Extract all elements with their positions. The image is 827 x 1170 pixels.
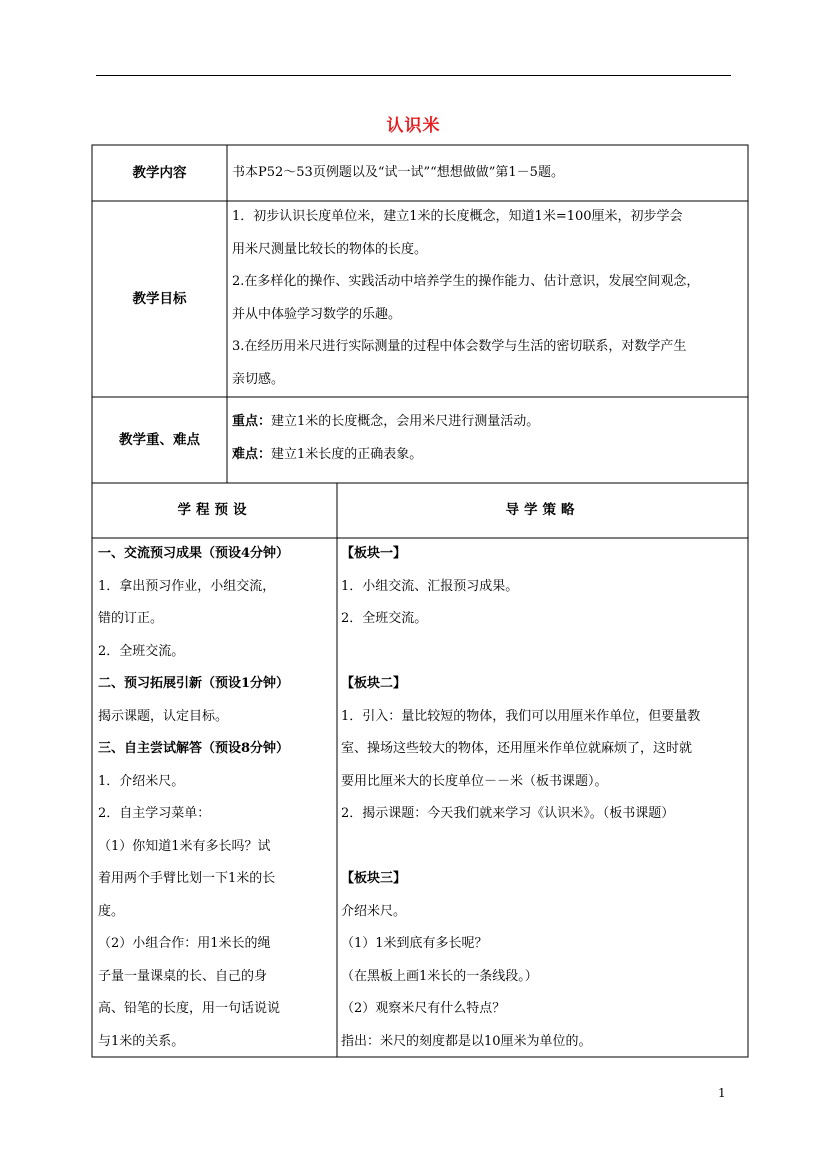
strategy-column: [341, 538, 700, 1058]
strategy-line: （在黑板上画1米长的一条线段。）: [341, 968, 538, 984]
difficult-point-text: 建立1米长度的正确表象。: [271, 446, 423, 462]
key-point-text: 建立1米的长度概念，会用米尺进行测量活动。: [271, 414, 540, 429]
strategy-line: 1．引入：量比较短的物体，我们可以用厘米作单位，但要量教: [341, 708, 701, 724]
document-title: 认识米: [386, 116, 441, 136]
strategy-line: 室、操场这些较大的物体，还用厘米作单位就麻烦了，这时就: [341, 741, 693, 756]
strategy-line: 要用比厘米大的长度单位－－米（板书课题）。: [341, 773, 608, 789]
plan-line: 错的订正。: [98, 611, 164, 626]
label-goals: 教学目标: [132, 290, 187, 307]
goal-line: 用米尺测量比较长的物体的长度。: [232, 241, 428, 257]
goal-line: 2.在多样化的操作、实践活动中培养学生的操作能力、估计意识，发展空间观念，: [232, 274, 700, 289]
strategy-line: 【板块三】: [341, 871, 407, 886]
content-text: 书本P52～53页例题以及“试一试”“想想做做”第1－5题。: [232, 165, 564, 180]
strategy-line: 2．全班交流。: [341, 611, 428, 626]
strategy-line: （2）观察米尺有什么特点？: [341, 1001, 506, 1016]
page-number: 1: [718, 1086, 726, 1100]
strategy-line: 2．揭示课题：今天我们就来学习《认识米》。（板书课题）: [341, 806, 675, 821]
plan-line: 与1米的关系。: [98, 1033, 185, 1049]
plan-line: 子量一量课桌的长、自己的身: [98, 968, 268, 984]
strategy-line: 1．小组交流、汇报预习成果。: [341, 578, 519, 594]
goal-line: 并从中体验学习数学的乐趣。: [232, 306, 402, 322]
plan-line: 度。: [98, 903, 125, 919]
header-plan: 学程预设: [177, 502, 252, 518]
goal-line: 亲切感。: [232, 371, 285, 387]
plan-line: （2）小组合作：用1米长的绳: [98, 936, 271, 951]
key-point-line: [232, 406, 539, 439]
strategy-line: [341, 636, 700, 669]
goal-line: 3.在经历用米尺进行实际测量的过程中体会数学与生活的密切联系，对数学产生: [232, 339, 687, 354]
keypoints-text: [232, 406, 539, 471]
goal-line: 1．初步认识长度单位米，建立1米的长度概念，知道1米=100厘米，初步学会: [232, 209, 683, 224]
difficult-point-line: [232, 439, 539, 472]
label-content: 教学内容: [132, 164, 187, 181]
goals-text: [232, 201, 746, 396]
strategy-line: [341, 831, 700, 864]
difficult-point-label: 难点：: [232, 446, 272, 462]
strategy-line: 【板块一】: [341, 546, 407, 561]
plan-line: 一、交流预习成果（预设4分钟）: [98, 546, 290, 561]
plan-line: 着用两个手臂比划一下1米的长: [98, 871, 276, 886]
strategy-line: （1）1米到底有多长呢？: [341, 936, 488, 951]
label-keypoints: 教学重、难点: [119, 431, 200, 448]
header-strategy: 导学策略: [505, 502, 580, 518]
plan-line: 2．自主学习菜单：: [98, 806, 211, 821]
plan-line: 高、铅笔的长度，用一句话说说: [98, 1001, 281, 1016]
strategy-line: 指出：米尺的刻度都是以10厘米为单位的。: [341, 1033, 592, 1049]
strategy-line: 介绍米尺。: [341, 903, 407, 919]
plan-line: 1．介绍米尺。: [98, 773, 185, 789]
key-point-label: 重点：: [232, 414, 272, 429]
plan-line: 二、预习拓展引新（预设1分钟）: [98, 676, 290, 691]
plan-line: 2．全班交流。: [98, 643, 185, 659]
strategy-line: 【板块二】: [341, 676, 407, 691]
plan-column: [98, 538, 289, 1058]
plan-line: 三、自主尝试解答（预设8分钟）: [98, 741, 290, 756]
plan-line: 揭示课题，认定目标。: [98, 708, 229, 724]
plan-line: 1．拿出预习作业，小组交流，: [98, 578, 276, 594]
plan-line: （1）你知道1米有多长吗？试: [98, 838, 271, 854]
